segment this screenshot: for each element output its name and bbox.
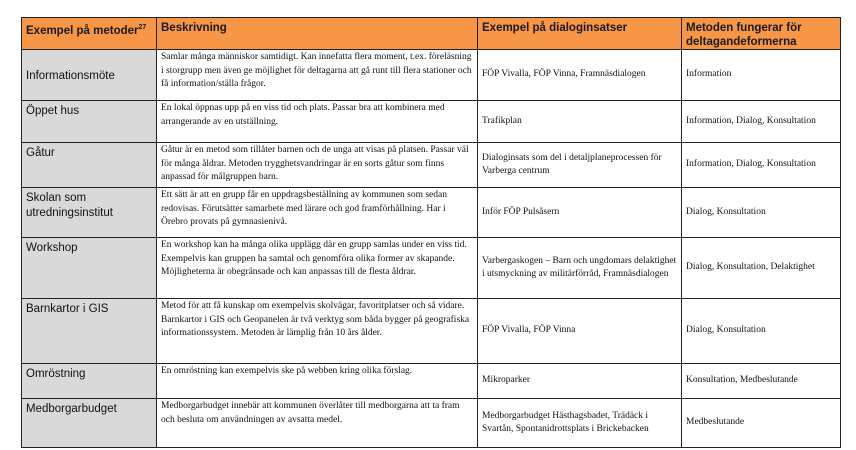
- table-row: [22, 188, 841, 238]
- header-forms: Metoden fungerar för deltagandeformerna: [682, 18, 841, 50]
- examples-cell: Dialoginsats som del i detaljplaneprocessen för Varberga centrum: [478, 143, 682, 188]
- header-method: [22, 18, 157, 50]
- description-cell: En omröstning kan exempelvis ske på webben kring olika förslag.: [157, 364, 478, 399]
- forms-cell: Information: [682, 50, 841, 101]
- forms-cell: Dialog, Konsultation: [682, 188, 841, 238]
- examples-cell: Varbergaskogen – Barn och ungdomars delaktighet i utsmyckning av militärförråd, Framnäsdialogen: [478, 238, 682, 299]
- forms-cell: Information, Dialog, Konsultation: [682, 101, 841, 143]
- table-row: [22, 364, 841, 399]
- description-cell: En workshop kan ha många olika upplägg där en grupp samlas under en viss tid. Exempelvis kan gruppen ha samtal och genomföra olika former av skapande. Möjligheterna är obegränsade och kan anpassas till de flesta åldrar.: [157, 238, 478, 299]
- method-cell: Informationsmöte: [22, 50, 157, 101]
- method-cell: Workshop: [22, 238, 157, 299]
- method-cell: Skolan som utredningsinstitut: [22, 188, 157, 238]
- description-cell: En lokal öppnas upp på en viss tid och plats. Passar bra att kombinera med arrangerande av en utställning.: [157, 101, 478, 143]
- description-cell: Metod för att få kunskap om exempelvis skolvägar, favoritplatser och så vidare. Barnkartor i GIS och Geopanelen är två verktyg som båda bygger på geografiska informationssystem. Metoden är lämplig från 10 års ålder.: [157, 299, 478, 364]
- examples-cell: Trafikplan: [478, 101, 682, 143]
- footnote-marker: 27: [138, 24, 147, 31]
- method-cell: Öppet hus: [22, 101, 157, 143]
- table-row: [22, 143, 841, 188]
- examples-cell: Medborgarbudget Hästhagsbadet, Trädäck i Svartån, Spontanidrottsplats i Brickebacken: [478, 399, 682, 448]
- table-header-row: [22, 18, 841, 50]
- forms-cell: Dialog, Konsultation: [682, 299, 841, 364]
- methods-table: [21, 17, 841, 448]
- method-cell: Barnkartor i GIS: [22, 299, 157, 364]
- examples-cell: Mikroparker: [478, 364, 682, 399]
- description-cell: Gåtur är en metod som tillåter barnen och de unga att visas på platsen. Passar väl för många åldrar. Metoden trygghetsvandringar är en sorts gåtur som finns anpassad för målgruppen barn.: [157, 143, 478, 188]
- forms-cell: Medbeslutande: [682, 399, 841, 448]
- description-cell: Ett sätt är att en grupp får en uppdragsbeställning av kommunen som sedan redovisas. Förutsätter samarbete med lärare och god framförhållning. Har i Örebro provats på gymnasienivå.: [157, 188, 478, 238]
- examples-cell: Inför FÖP Pulsåsern: [478, 188, 682, 238]
- description-cell: Samlar många människor samtidigt. Kan innefatta flera moment, t.ex. föreläsning i storgrupp men även ge möjlighet för deltagarna att gå runt till flera stationer och få information/ställa frågor.: [157, 50, 478, 101]
- examples-cell: FÖP Vivalla, FÖP Vinna, Framnäsdialogen: [478, 50, 682, 101]
- header-description: Beskrivning: [157, 18, 478, 50]
- table-row: [22, 299, 841, 364]
- header-examples: Exempel på dialoginsatser: [478, 18, 682, 50]
- table-row: [22, 101, 841, 143]
- forms-cell: Dialog, Konsultation, Delaktighet: [682, 238, 841, 299]
- examples-cell: FÖP Vivalla, FÖP Vinna: [478, 299, 682, 364]
- method-cell: Gåtur: [22, 143, 157, 188]
- header-method-label: Exempel på metoder: [26, 24, 139, 37]
- table-row: [22, 238, 841, 299]
- forms-cell: Information, Dialog, Konsultation: [682, 143, 841, 188]
- forms-cell: Konsultation, Medbeslutande: [682, 364, 841, 399]
- method-cell: Omröstning: [22, 364, 157, 399]
- description-cell: Medborgarbudget innebär att kommunen överlåter till medborgarna att ta fram och besluta om användningen av avsatta medel.: [157, 399, 478, 448]
- table-row: [22, 50, 841, 101]
- method-cell: Medborgarbudget: [22, 399, 157, 448]
- table-row: [22, 399, 841, 448]
